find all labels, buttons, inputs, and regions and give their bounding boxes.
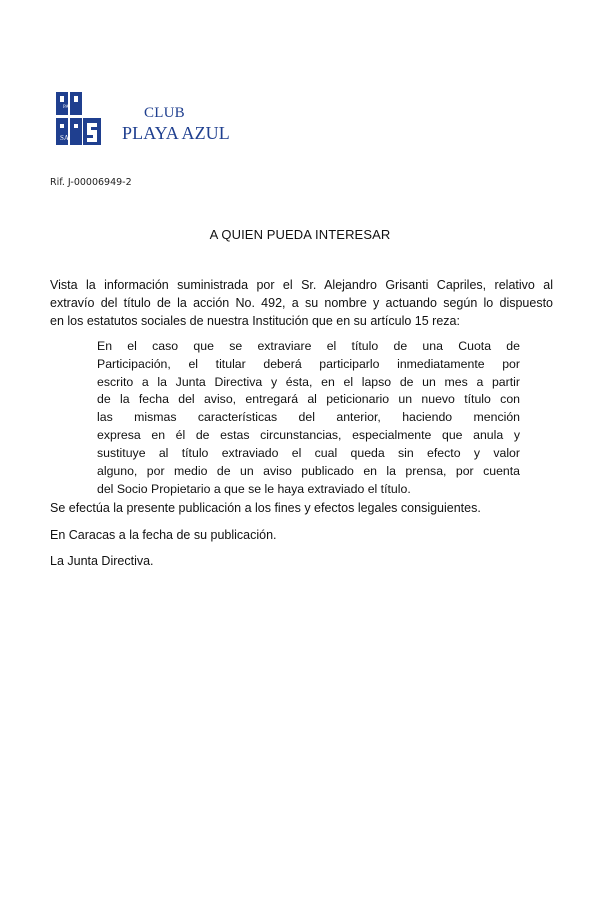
quote-line: En el caso que se extraviare el título de una Cuota de bbox=[97, 339, 520, 353]
location-paragraph: En Caracas a la fecha de su publicación. bbox=[50, 528, 277, 542]
quote-line: las mismas características del anterior, haciendo mención bbox=[97, 410, 520, 425]
quote-line: del Socio Propietario a que se le haya extraviado el título. bbox=[97, 481, 411, 496]
quoted-article bbox=[97, 338, 520, 498]
intro-line: en los estatutos sociales de nuestra Institución que en su artículo 15 reza: bbox=[50, 314, 460, 329]
signature-line: La Junta Directiva. bbox=[50, 554, 154, 568]
logo-top-text: PA bbox=[63, 105, 69, 110]
quote-line: expresa en él de estas circunstancias, especialmente que anula y bbox=[97, 428, 520, 443]
quote-line: de la fecha del aviso, entregará al peticionario un nuevo título con bbox=[97, 392, 520, 407]
letterhead bbox=[52, 88, 230, 152]
quote-line: Participación, el titular deberá participarlo inmediatamente por bbox=[97, 356, 520, 371]
quote-line: escrito a la Junta Directiva y ésta, en el lapso de un mes a partir bbox=[97, 374, 520, 389]
intro-line: Vista la información suministrada por el Sr. Alejandro Grisanti Capriles, relativo al bbox=[50, 278, 553, 292]
quote-line: sustituye al título extraviado el cual queda sin efecto y valor bbox=[97, 445, 520, 460]
quote-line: alguno, por medio de un aviso publicado en la prensa, por cuenta bbox=[97, 463, 520, 478]
club-logo-icon bbox=[52, 90, 116, 148]
club-word: CLUB bbox=[144, 105, 185, 121]
document-title: A QUIEN PUEDA INTERESAR bbox=[209, 227, 391, 242]
intro-paragraph bbox=[50, 276, 553, 330]
rif-number: Rif. J-00006949-2 bbox=[50, 177, 132, 188]
intro-line: extravío del título de la acción No. 492, a su nombre y actuando según lo dispuesto bbox=[50, 296, 553, 311]
club-title: PLAYA AZUL bbox=[122, 123, 230, 143]
logo-bottom-text: SA bbox=[60, 134, 69, 142]
purpose-paragraph: Se efectúa la presente publicación a los fines y efectos legales consiguientes. bbox=[50, 501, 481, 515]
